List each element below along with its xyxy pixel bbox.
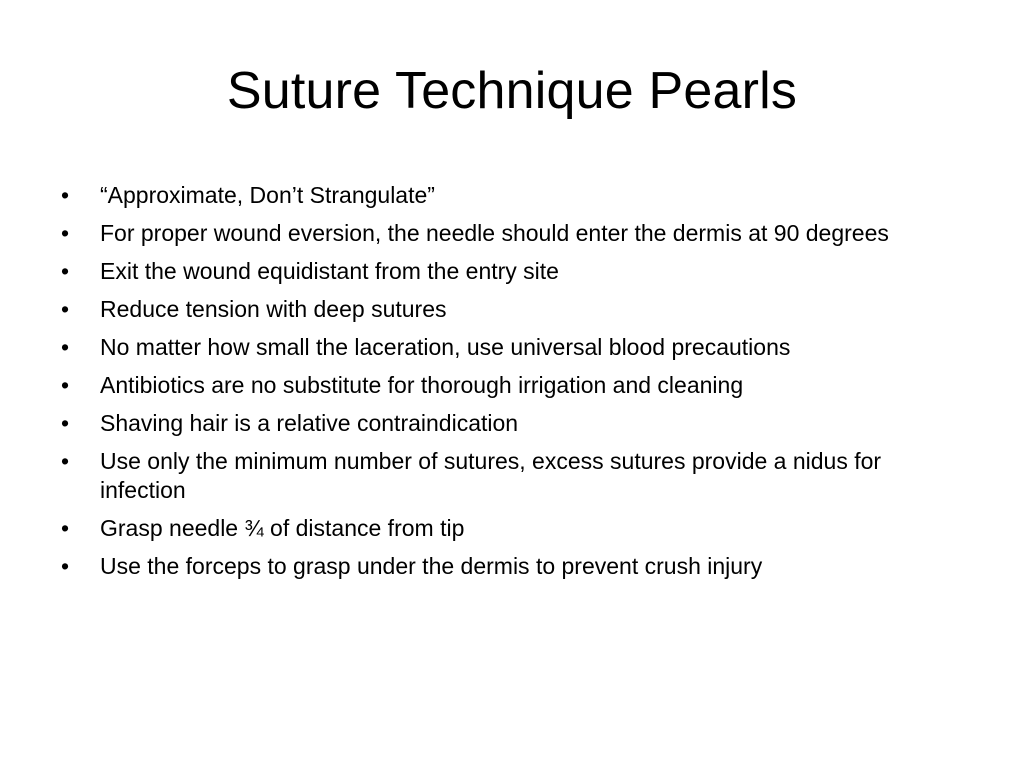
bullet-text: Exit the wound equidistant from the entry site [100,258,559,284]
bullet-item [56,447,968,505]
bullet-item [56,552,968,581]
bullet-dot-icon: • [61,258,70,284]
slide-title: Suture Technique Pearls [226,62,798,120]
bullet-text: Shaving hair is a relative contraindication [100,410,519,436]
bullet-item [56,371,968,400]
bullet-item [56,181,968,210]
bullet-item [56,219,968,248]
bullet-text: No matter how small the laceration, use universal blood precautions [100,334,791,360]
bullet-text: Antibiotics are no substitute for thorough irrigation and cleaning [100,372,744,398]
bullet-dot-icon: • [61,410,70,436]
bullet-dot-icon: • [61,296,70,322]
bullet-text: For proper wound eversion, the needle should enter the dermis at 90 degrees [100,220,889,246]
bullet-dot-icon: • [61,220,70,246]
bullet-text: Use the forceps to grasp under the dermis to prevent crush injury [100,553,763,579]
bullet-dot-icon: • [61,515,70,541]
bullet-item [56,333,968,362]
bullet-dot-icon: • [61,334,70,360]
bullet-list [56,181,968,590]
bullet-dot-icon: • [61,182,70,208]
bullet-text: Grasp needle ¾ of distance from tip [100,515,465,541]
bullet-dot-icon: • [61,553,70,579]
bullet-dot-icon: • [61,372,70,398]
bullet-dot-icon: • [61,448,70,474]
bullet-item [56,257,968,286]
bullet-text: “Approximate, Don’t Strangulate” [100,182,435,208]
bullet-item [56,295,968,324]
bullet-item [56,409,968,438]
bullet-text: Reduce tension with deep sutures [100,296,447,322]
bullet-text: Use only the minimum number of sutures, excess sutures provide a nidus for infection [100,448,882,503]
bullet-item [56,514,968,543]
